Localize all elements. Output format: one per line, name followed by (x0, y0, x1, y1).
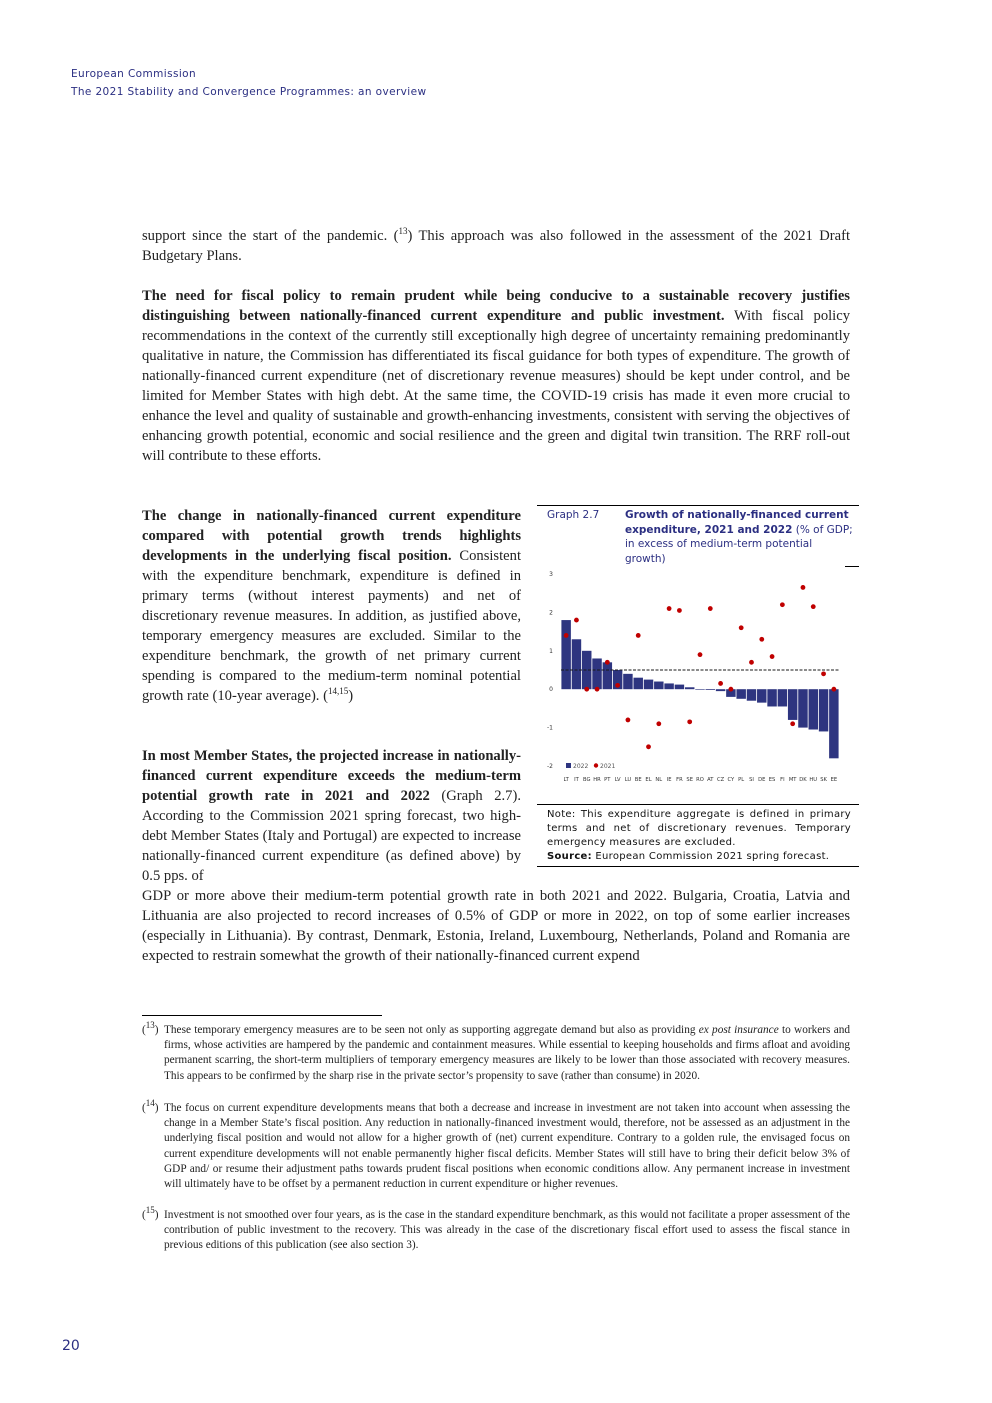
dot-2021-EL (646, 744, 651, 749)
bar-2022-DE (757, 689, 766, 702)
x-tick-label: CY (727, 777, 735, 783)
dot-2021-SK (821, 671, 826, 676)
footnote-14: ($^{14}$) The focus on current expenditure developments means that both a decrease and increase in investment are not taken into account when assessing the change in a Member State’s fiscal position. Any reduction in nationally-financed investment would, therefore, not be assessed as an adjustment in the underlying fiscal position and would not allow for a higher growth of (net) current expenditure. Contrary to a golden rule, the envisaged focus on current expenditure developments will not enable permanently higher fiscal deficits. Member States will still have to bring their deficit below 3% of GDP and/ or resume their adjustment paths towards prudent fiscal positions when economic conditions allow. Any permanent increase in investment will ultimately have to be offset by a permanent reduction in current expenditure or higher revenues. (142, 1098, 850, 1191)
x-tick-label: LV (614, 777, 621, 783)
x-tick-label: HR (593, 777, 601, 783)
paragraph-lead: In most Member States, the projected increase in nationally-financed current expenditure exceeds the medium-term potential growth rate in 2021 and 2022 (142, 748, 521, 804)
dot-2021-CY (728, 687, 733, 692)
dot-2021-FR (677, 608, 682, 613)
x-tick-label: SI (749, 777, 754, 783)
x-tick-label: MT (788, 777, 797, 783)
y-tick-label: 2 (549, 609, 553, 617)
paragraph-lead: The change in nationally-financed current expenditure compared with potential growth trends highlights developments in the underlying fiscal position. (142, 508, 521, 564)
x-tick-label: FR (676, 777, 683, 783)
legend-2022-swatch (566, 763, 571, 768)
bar-2022-DK (798, 689, 807, 727)
figure-note: Note: This expenditure aggregate is defined in primary terms and net of discretionary revenues. Temporary emergency measures are excluded. Source: European Commission 2021 spring forecast. (537, 804, 859, 867)
x-tick-label: AT (707, 777, 714, 783)
bar-chart (537, 566, 859, 801)
bar-2022-FI (778, 689, 787, 706)
y-tick-label: 3 (549, 571, 553, 578)
bar-2022-RO (695, 689, 704, 690)
figure-number: Graph 2.7 (547, 509, 600, 521)
x-tick-label: EL (645, 777, 652, 783)
bar-2022-CZ (716, 689, 725, 691)
bar-2022-FR (675, 685, 684, 690)
x-tick-label: DK (799, 777, 807, 783)
running-header-title: The 2021 Stability and Convergence Programmes: an overview (71, 86, 427, 98)
footnote-13: ($^{13}$) These temporary emergency measures are to be seen not only as supporting aggregate demand but also as providing ex post insurance to workers and firms, whose activities are hampered by the pandemic and containment measures. While essential to keeping households and firms afloat and avoiding permanent scarring, the short-term multipliers of temporary emergency measures are likely to be lower than those associated with recovery measures. This appears to be confirmed by the sharp rise in the private sector’s propensity to save (rather than consume) in 2020. (142, 1020, 851, 1082)
dot-2021-SE (687, 719, 692, 724)
x-tick-label: HU (809, 777, 818, 783)
dot-2021-EE (831, 687, 836, 692)
dot-2021-AT (708, 606, 713, 611)
legend-2021-swatch (594, 763, 598, 767)
dot-2021-RO (698, 652, 703, 657)
dot-2021-CZ (718, 681, 723, 686)
bar-2022-PL (736, 689, 745, 699)
bar-2022-IE (664, 683, 673, 689)
page-number: 20 (62, 1338, 80, 1354)
footnote-15: ($^{15}$) Investment is not smoothed over four years, as is the case in the standard expenditure benchmark, as this would not facilitate a proper assessment of the contribution of public investment to the recovery. This was already in the case of the discretionary fiscal effort used to assess the fiscal stance in previous editions of this publication (see also section 3). (142, 1205, 850, 1252)
bar-2022-LU (623, 674, 632, 689)
dot-2021-LV (615, 683, 620, 688)
bar-2022-PT (603, 662, 612, 689)
y-tick-label: 1 (549, 647, 553, 655)
x-tick-label: IT (574, 777, 579, 783)
bar-2022-SI (747, 689, 756, 701)
dot-2021-MT (790, 721, 795, 726)
bar-2022-BE (633, 678, 642, 690)
legend-2021-label: 2021 (600, 763, 616, 770)
paragraph-lead: The need for fiscal policy to remain prudent while being conducive to a sustainable recovery justifies distinguishing between nationally-financed current expenditure and public investment. (142, 288, 850, 324)
legend-2022-label: 2022 (573, 763, 589, 770)
dot-2021-ES (770, 654, 775, 659)
x-tick-label: EE (830, 777, 838, 783)
x-tick-label: SE (686, 777, 693, 783)
bar-2022-ES (767, 689, 776, 706)
dot-2021-FI (780, 602, 785, 607)
x-tick-label: FI (780, 777, 785, 783)
bar-2022-NL (654, 682, 663, 690)
dot-2021-PT (605, 660, 610, 665)
footnote-divider (142, 1015, 382, 1016)
bar-2022-AT (706, 689, 715, 690)
bar-2022-HU (809, 689, 818, 729)
y-tick-label: -2 (547, 763, 553, 770)
y-tick-label: -1 (547, 724, 553, 732)
paragraph-fiscal-policy: The need for fiscal policy to remain prudent while being conducive to a sustainable recovery justifies distinguishing between nationally-financed current expenditure and public investment. With fiscal policy recommendations in the context of the currently still exceptionally high degree of uncertainty remaining predominantly qualitative in nature, the Commission has differentiated its fiscal guidance for both types of expenditure. The growth of nationally-financed current expenditure (net of discretionary revenue measures) should be kept under control, and be limited for Member States with high debt. At the same time, the COVID-19 crisis has made it even more crucial to enhance the level and quality of sustainable and growth-enhancing investments, consistent with serving the objectives of enhancing growth potential, economic and social resilience and the green and digital twin transition. The RRF roll-out will contribute to these efforts. (142, 288, 851, 464)
x-tick-label: RO (696, 777, 704, 783)
dot-2021-HR (595, 687, 600, 692)
dot-2021-IE (667, 606, 672, 611)
dot-2021-HU (811, 604, 816, 609)
x-tick-label: NL (655, 777, 663, 783)
paragraph-intro: support since the start of the pandemic. ($^{13}$) This approach was also followed in the assessment of the 2021 Draft Budgetary Plans. (142, 226, 850, 264)
bar-2022-EE (829, 689, 838, 758)
x-tick-label: IE (666, 777, 672, 783)
x-tick-label: PT (604, 777, 611, 783)
dot-2021-BG (584, 687, 589, 692)
bar-2022-SK (819, 689, 828, 731)
x-tick-label: CZ (716, 777, 725, 783)
dot-2021-NL (656, 721, 661, 726)
y-tick-label: 0 (549, 686, 553, 694)
x-tick-label: BE (634, 777, 642, 783)
x-tick-label: ES (768, 777, 776, 783)
x-tick-label: PL (738, 777, 745, 783)
x-tick-label: LT (563, 777, 569, 783)
bar-2022-HR (592, 658, 601, 689)
bar-2022-IT (572, 639, 581, 689)
bar-2022-LT (561, 620, 570, 689)
dot-2021-LT (564, 633, 569, 638)
paragraph-expenditure-change: The change in nationally-financed current expenditure compared with potential growth trends highlights developments in the underlying fiscal position. Consistent with the expenditure benchmark, expenditure is defined in primary terms (without interest payments) and net of discretionary revenue measures. In addition, as justified above, temporary emergency measures are excluded. Similar to the expenditure benchmark, the growth of net primary current spending is compared to the medium-term nominal potential growth rate (10-year average). ($^{14,15}$) (142, 508, 521, 704)
dot-2021-IT (574, 618, 579, 623)
paragraph-member-states: In most Member States, the projected increase in nationally-financed current expenditure exceeds the medium-term potential growth rate in 2021 and 2022 (Graph 2.7). According to the Commission 2021 spring forecast, two high-debt Member States (Italy and Portugal) are expected to increase nationally-financed current expenditure (as defined above) by 0.5 pps. of (142, 748, 521, 884)
x-tick-label: SK (820, 777, 827, 783)
figure-title: Growth of nationally-financed current expenditure, 2021 and 2022 (% of GDP; in excess of medium-term potential growth) (625, 509, 853, 565)
bar-2022-MT (788, 689, 797, 720)
bar-2022-SE (685, 687, 694, 689)
x-tick-label: BG (582, 777, 591, 783)
dot-2021-BE (636, 633, 641, 638)
dot-2021-LU (626, 718, 631, 723)
x-tick-label: DE (758, 777, 766, 783)
graph-2-7 (537, 505, 859, 801)
bar-2022-EL (644, 680, 653, 690)
x-tick-label: LU (624, 777, 632, 783)
dot-2021-DK (801, 585, 806, 590)
dot-2021-DE (759, 637, 764, 642)
dot-2021-PL (739, 625, 744, 630)
paragraph-member-states-cont: GDP or more above their medium-term potential growth rate in both 2021 and 2022. Bulgaria, Croatia, Latvia and Lithuania are also projected to record increases of 0.5% of GDP or more in 2022, on top of some earlier increases (especially in Lithuania). By contrast, Denmark, Estonia, Ireland, Luxembourg, Netherlands, Poland and Romania are expected to restrain somewhat the growth of their nationally-financed current expend (142, 888, 850, 964)
running-header-org: European Commission (71, 68, 197, 80)
dot-2021-SI (749, 660, 754, 665)
